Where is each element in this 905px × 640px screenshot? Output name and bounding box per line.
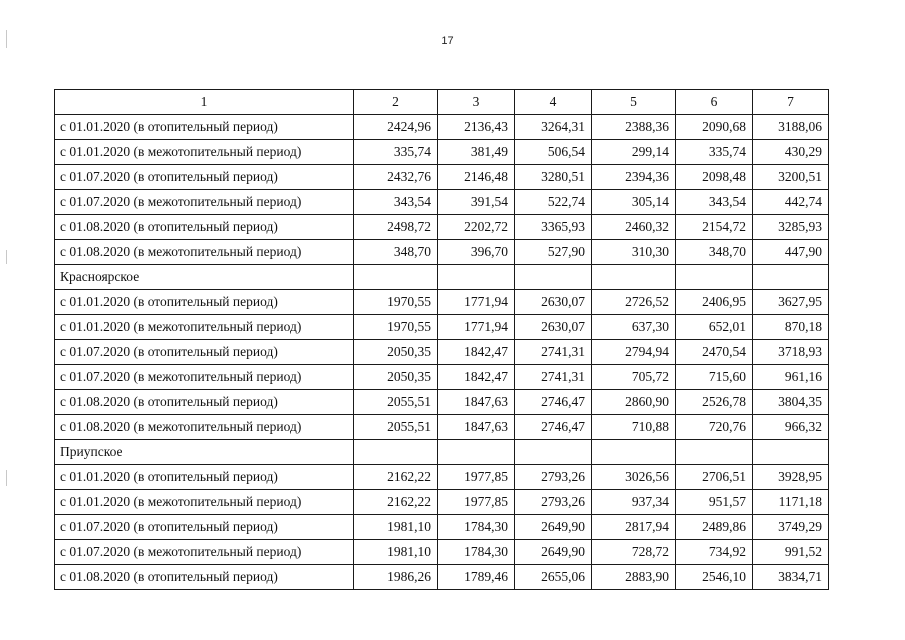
value-cell <box>592 440 676 465</box>
value-cell: 710,88 <box>592 415 676 440</box>
value-cell: 2706,51 <box>676 465 753 490</box>
value-cell: 3804,35 <box>753 390 829 415</box>
value-cell: 652,01 <box>676 315 753 340</box>
value-cell: 1842,47 <box>438 340 515 365</box>
value-cell <box>676 265 753 290</box>
value-cell: 1977,85 <box>438 465 515 490</box>
value-cell: 2470,54 <box>676 340 753 365</box>
value-cell <box>515 265 592 290</box>
period-label-cell: с 01.07.2020 (в межотопительный период) <box>55 365 354 390</box>
value-cell: 991,52 <box>753 540 829 565</box>
value-cell: 2090,68 <box>676 115 753 140</box>
value-cell: 3200,51 <box>753 165 829 190</box>
value-cell: 527,90 <box>515 240 592 265</box>
column-number-cell: 3 <box>438 90 515 115</box>
value-cell: 2649,90 <box>515 540 592 565</box>
value-cell: 343,54 <box>354 190 438 215</box>
value-cell: 2055,51 <box>354 415 438 440</box>
period-label-cell: с 01.08.2020 (в отопительный период) <box>55 390 354 415</box>
value-cell: 3285,93 <box>753 215 829 240</box>
period-label-cell: с 01.01.2020 (в отопительный период) <box>55 115 354 140</box>
value-cell: 2098,48 <box>676 165 753 190</box>
value-cell: 2055,51 <box>354 390 438 415</box>
tariff-table <box>54 89 829 590</box>
value-cell: 299,14 <box>592 140 676 165</box>
table-row <box>55 290 829 315</box>
value-cell: 2546,10 <box>676 565 753 590</box>
value-cell: 961,16 <box>753 365 829 390</box>
value-cell: 1789,46 <box>438 565 515 590</box>
table-row <box>55 340 829 365</box>
value-cell <box>354 265 438 290</box>
value-cell: 2406,95 <box>676 290 753 315</box>
value-cell: 937,34 <box>592 490 676 515</box>
value-cell <box>438 265 515 290</box>
value-cell: 2741,31 <box>515 340 592 365</box>
column-number-cell: 2 <box>354 90 438 115</box>
value-cell: 2388,36 <box>592 115 676 140</box>
column-number-cell: 6 <box>676 90 753 115</box>
table-row <box>55 415 829 440</box>
page-number: 17 <box>441 35 454 47</box>
value-cell: 2154,72 <box>676 215 753 240</box>
value-cell: 1771,94 <box>438 315 515 340</box>
value-cell: 2793,26 <box>515 465 592 490</box>
period-label-cell: с 01.01.2020 (в отопительный период) <box>55 290 354 315</box>
value-cell: 2162,22 <box>354 490 438 515</box>
value-cell: 522,74 <box>515 190 592 215</box>
value-cell: 705,72 <box>592 365 676 390</box>
value-cell: 348,70 <box>354 240 438 265</box>
period-label-cell: с 01.08.2020 (в отопительный период) <box>55 215 354 240</box>
value-cell: 2726,52 <box>592 290 676 315</box>
value-cell: 3928,95 <box>753 465 829 490</box>
value-cell: 3026,56 <box>592 465 676 490</box>
table-row <box>55 315 829 340</box>
value-cell: 1981,10 <box>354 515 438 540</box>
value-cell: 2649,90 <box>515 515 592 540</box>
table-row <box>55 240 829 265</box>
value-cell: 391,54 <box>438 190 515 215</box>
period-label-cell: с 01.08.2020 (в межотопительный период) <box>55 240 354 265</box>
value-cell: 305,14 <box>592 190 676 215</box>
value-cell: 2498,72 <box>354 215 438 240</box>
table-row <box>55 565 829 590</box>
table-body <box>55 90 829 590</box>
table-row <box>55 215 829 240</box>
value-cell: 506,54 <box>515 140 592 165</box>
value-cell: 3749,29 <box>753 515 829 540</box>
column-number-cell: 5 <box>592 90 676 115</box>
value-cell: 3280,51 <box>515 165 592 190</box>
value-cell: 2424,96 <box>354 115 438 140</box>
table-row <box>55 390 829 415</box>
value-cell: 2202,72 <box>438 215 515 240</box>
value-cell: 1970,55 <box>354 315 438 340</box>
column-number-cell: 1 <box>55 90 354 115</box>
column-number-cell: 4 <box>515 90 592 115</box>
value-cell: 1784,30 <box>438 515 515 540</box>
value-cell: 1847,63 <box>438 415 515 440</box>
value-cell: 2050,35 <box>354 340 438 365</box>
table-row <box>55 365 829 390</box>
period-label-cell: с 01.07.2020 (в отопительный период) <box>55 340 354 365</box>
value-cell: 720,76 <box>676 415 753 440</box>
value-cell: 2432,76 <box>354 165 438 190</box>
value-cell: 3834,71 <box>753 565 829 590</box>
section-header-row <box>55 265 829 290</box>
value-cell: 396,70 <box>438 240 515 265</box>
value-cell: 447,90 <box>753 240 829 265</box>
value-cell: 1986,26 <box>354 565 438 590</box>
value-cell: 348,70 <box>676 240 753 265</box>
section-name-cell: Красноярское <box>55 265 354 290</box>
table-row <box>55 140 829 165</box>
value-cell: 1171,18 <box>753 490 829 515</box>
value-cell: 3718,93 <box>753 340 829 365</box>
value-cell: 2162,22 <box>354 465 438 490</box>
value-cell: 2746,47 <box>515 415 592 440</box>
value-cell: 966,32 <box>753 415 829 440</box>
value-cell: 734,92 <box>676 540 753 565</box>
value-cell: 2817,94 <box>592 515 676 540</box>
section-header-row <box>55 440 829 465</box>
value-cell: 3365,93 <box>515 215 592 240</box>
value-cell: 3188,06 <box>753 115 829 140</box>
value-cell: 1784,30 <box>438 540 515 565</box>
value-cell: 1842,47 <box>438 365 515 390</box>
value-cell: 3264,31 <box>515 115 592 140</box>
value-cell: 1970,55 <box>354 290 438 315</box>
value-cell <box>515 440 592 465</box>
value-cell: 2460,32 <box>592 215 676 240</box>
value-cell: 715,60 <box>676 365 753 390</box>
value-cell: 2655,06 <box>515 565 592 590</box>
value-cell <box>592 265 676 290</box>
column-number-cell: 7 <box>753 90 829 115</box>
value-cell: 2746,47 <box>515 390 592 415</box>
table-row <box>55 465 829 490</box>
value-cell: 2394,36 <box>592 165 676 190</box>
period-label-cell: с 01.01.2020 (в межотопительный период) <box>55 140 354 165</box>
value-cell: 2630,07 <box>515 290 592 315</box>
period-label-cell: с 01.07.2020 (в межотопительный период) <box>55 190 354 215</box>
value-cell: 3627,95 <box>753 290 829 315</box>
period-label-cell: с 01.07.2020 (в отопительный период) <box>55 165 354 190</box>
value-cell: 335,74 <box>354 140 438 165</box>
value-cell: 1981,10 <box>354 540 438 565</box>
value-cell: 2136,43 <box>438 115 515 140</box>
value-cell <box>676 440 753 465</box>
value-cell <box>438 440 515 465</box>
value-cell: 2741,31 <box>515 365 592 390</box>
scan-edge-mark-middle <box>6 250 7 264</box>
section-name-cell: Приупское <box>55 440 354 465</box>
column-number-row <box>55 90 829 115</box>
value-cell: 442,74 <box>753 190 829 215</box>
value-cell <box>354 440 438 465</box>
period-label-cell: с 01.08.2020 (в межотопительный период) <box>55 415 354 440</box>
period-label-cell: с 01.07.2020 (в отопительный период) <box>55 515 354 540</box>
value-cell: 637,30 <box>592 315 676 340</box>
value-cell: 335,74 <box>676 140 753 165</box>
scan-edge-mark-bottom <box>6 470 7 486</box>
value-cell: 2050,35 <box>354 365 438 390</box>
value-cell <box>753 440 829 465</box>
value-cell: 728,72 <box>592 540 676 565</box>
value-cell: 1771,94 <box>438 290 515 315</box>
table-row <box>55 190 829 215</box>
period-label-cell: с 01.01.2020 (в отопительный период) <box>55 465 354 490</box>
scan-edge-mark-top <box>6 30 7 48</box>
period-label-cell: с 01.01.2020 (в межотопительный период) <box>55 490 354 515</box>
table-row <box>55 515 829 540</box>
value-cell: 430,29 <box>753 140 829 165</box>
value-cell: 2793,26 <box>515 490 592 515</box>
value-cell: 381,49 <box>438 140 515 165</box>
value-cell <box>753 265 829 290</box>
value-cell: 2489,86 <box>676 515 753 540</box>
table-row <box>55 115 829 140</box>
value-cell: 343,54 <box>676 190 753 215</box>
value-cell: 2883,90 <box>592 565 676 590</box>
table-row <box>55 540 829 565</box>
value-cell: 2860,90 <box>592 390 676 415</box>
table-row <box>55 490 829 515</box>
value-cell: 2146,48 <box>438 165 515 190</box>
value-cell: 1847,63 <box>438 390 515 415</box>
period-label-cell: с 01.01.2020 (в межотопительный период) <box>55 315 354 340</box>
table-row <box>55 165 829 190</box>
value-cell: 2630,07 <box>515 315 592 340</box>
value-cell: 870,18 <box>753 315 829 340</box>
value-cell: 2794,94 <box>592 340 676 365</box>
value-cell: 2526,78 <box>676 390 753 415</box>
value-cell: 310,30 <box>592 240 676 265</box>
value-cell: 1977,85 <box>438 490 515 515</box>
period-label-cell: с 01.07.2020 (в межотопительный период) <box>55 540 354 565</box>
period-label-cell: с 01.08.2020 (в отопительный период) <box>55 565 354 590</box>
value-cell: 951,57 <box>676 490 753 515</box>
